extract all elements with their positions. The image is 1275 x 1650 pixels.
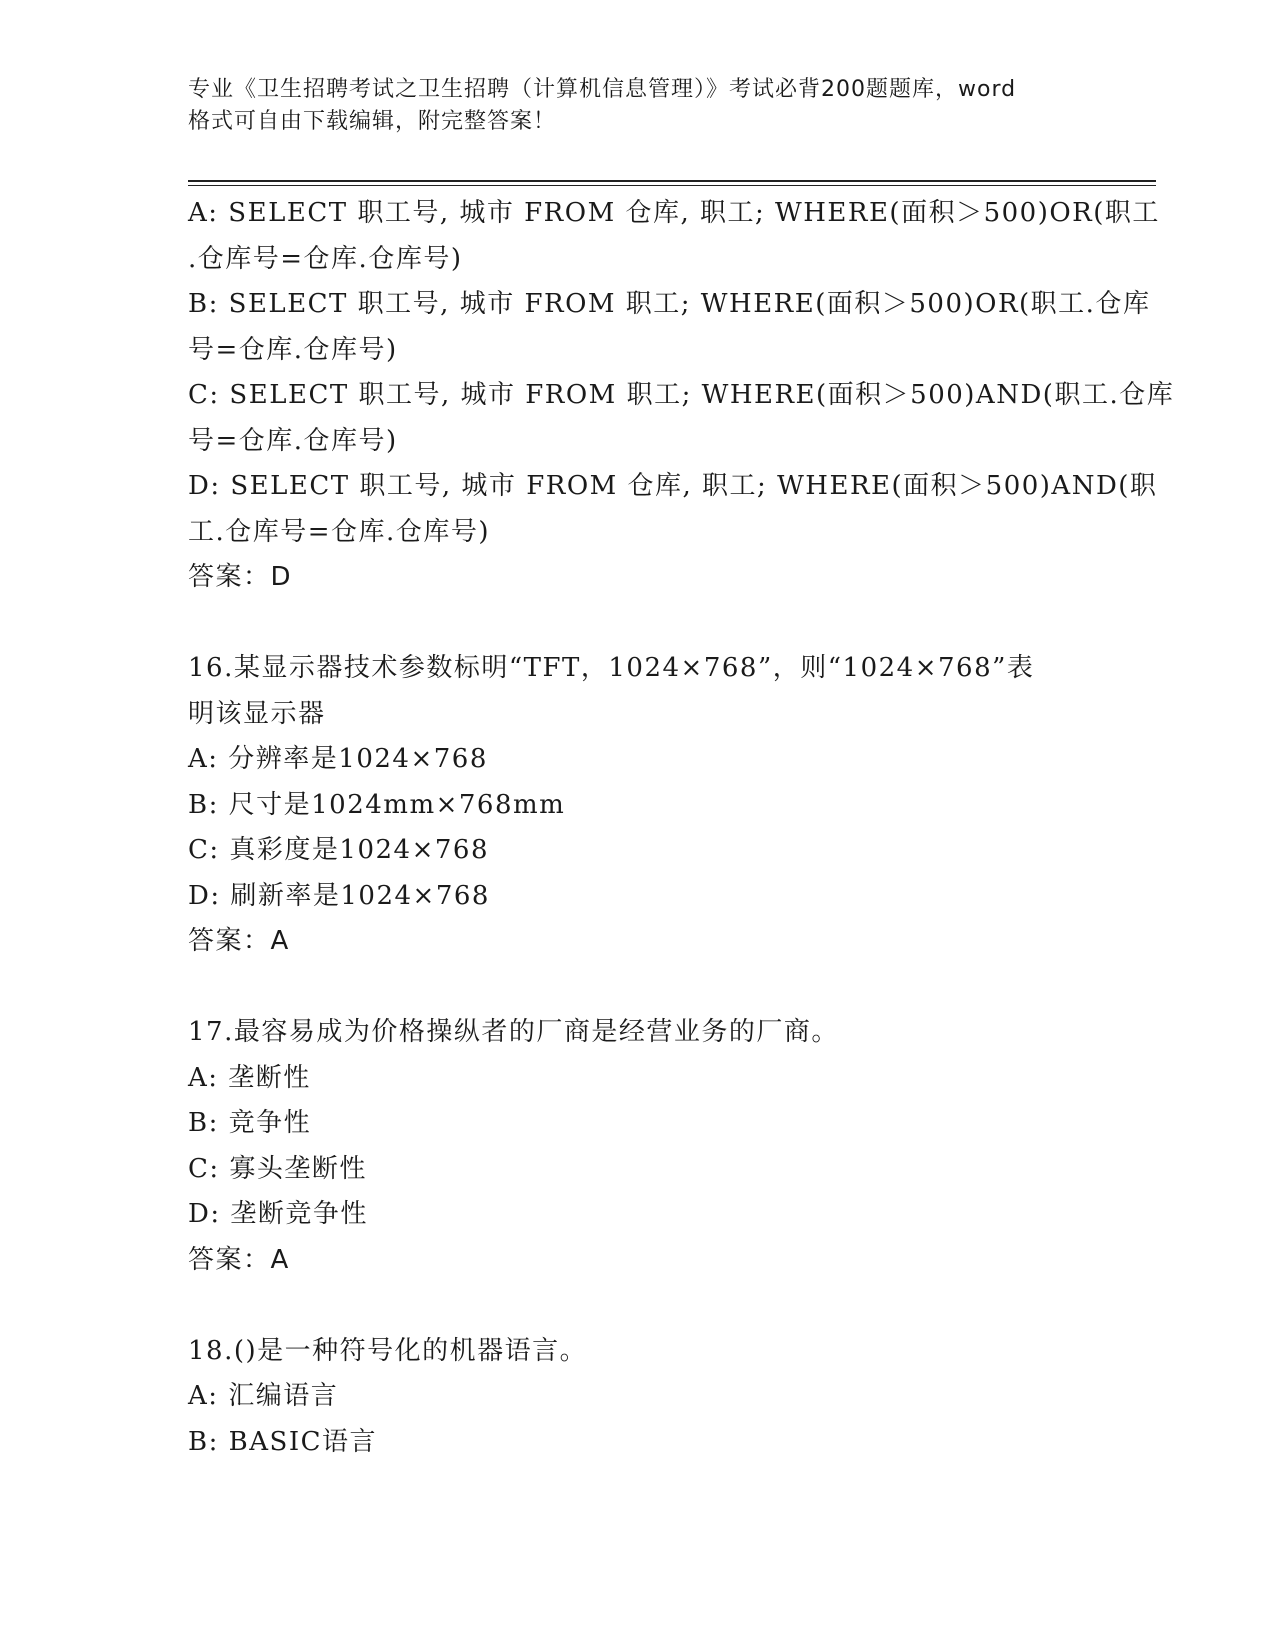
option-b-line-2: 号=仓库.仓库号) xyxy=(188,334,398,365)
option-a: A: 分辨率是1024×768 xyxy=(188,744,488,774)
question-stem-line-2: 明该显示器 xyxy=(188,698,326,729)
option-d-line-2: 工.仓库号=仓库.仓库号) xyxy=(188,516,490,547)
question-17 xyxy=(188,1010,1088,1283)
option-a-line-1: A: SELECT 职工号, 城市 FROM 仓库, 职工; WHERE(面积＞500)OR(职工 xyxy=(188,198,1160,228)
header-title-line-1: 专业《卫生招聘考试之卫生招聘（计算机信息管理）》考试必背200题题库，word xyxy=(188,77,1017,102)
header-divider-thick xyxy=(188,180,1156,182)
option-a: A: 汇编语言 xyxy=(188,1381,339,1411)
answer-label: 答案：A xyxy=(188,1244,290,1275)
question-stem: 18.()是一种符号化的机器语言。 xyxy=(188,1335,588,1366)
spacer xyxy=(188,965,1088,1011)
question-stem: 17.最容易成为价格操纵者的厂商是经营业务的厂商。 xyxy=(188,1017,839,1047)
option-d: D: 刷新率是1024×768 xyxy=(188,880,490,911)
option-b: B: BASIC语言 xyxy=(188,1426,377,1457)
question-list xyxy=(188,191,1175,1465)
question-15 xyxy=(188,191,1175,601)
spacer xyxy=(188,1283,1088,1329)
option-c-line-2: 号=仓库.仓库号) xyxy=(188,425,398,456)
option-c-line-1: C: SELECT 职工号, 城市 FROM 职工; WHERE(面积＞500)AND(职工.仓库 xyxy=(188,380,1175,410)
spacer xyxy=(188,601,1088,647)
question-stem-line-1: 16.某显示器技术参数标明“TFT，1024×768”，则“1024×768”表 xyxy=(188,653,1035,683)
option-b: B: 尺寸是1024mm×768mm xyxy=(188,789,566,820)
header-divider-thin xyxy=(188,185,1156,186)
answer-label: 答案：A xyxy=(188,926,290,956)
document-header xyxy=(188,74,1088,138)
option-c: C: 真彩度是1024×768 xyxy=(188,835,489,865)
answer-label: 答案：D xyxy=(188,562,293,592)
option-a-line-2: .仓库号=仓库.仓库号) xyxy=(188,243,463,274)
header-title-line-2: 格式可自由下载编辑，附完整答案！ xyxy=(188,109,557,134)
option-b: B: 竞争性 xyxy=(188,1108,312,1138)
option-a: A: 垄断性 xyxy=(188,1062,311,1093)
option-d: D: 垄断竞争性 xyxy=(188,1199,368,1229)
option-d-line-1: D: SELECT 职工号, 城市 FROM 仓库, 职工; WHERE(面积＞500)AND(职 xyxy=(188,471,1158,501)
option-c: C: 寡头垄断性 xyxy=(188,1153,367,1184)
question-16 xyxy=(188,646,1088,965)
question-18 xyxy=(188,1329,1088,1466)
option-b-line-1: B: SELECT 职工号, 城市 FROM 职工; WHERE(面积＞500)OR(职工.仓库 xyxy=(188,289,1151,319)
